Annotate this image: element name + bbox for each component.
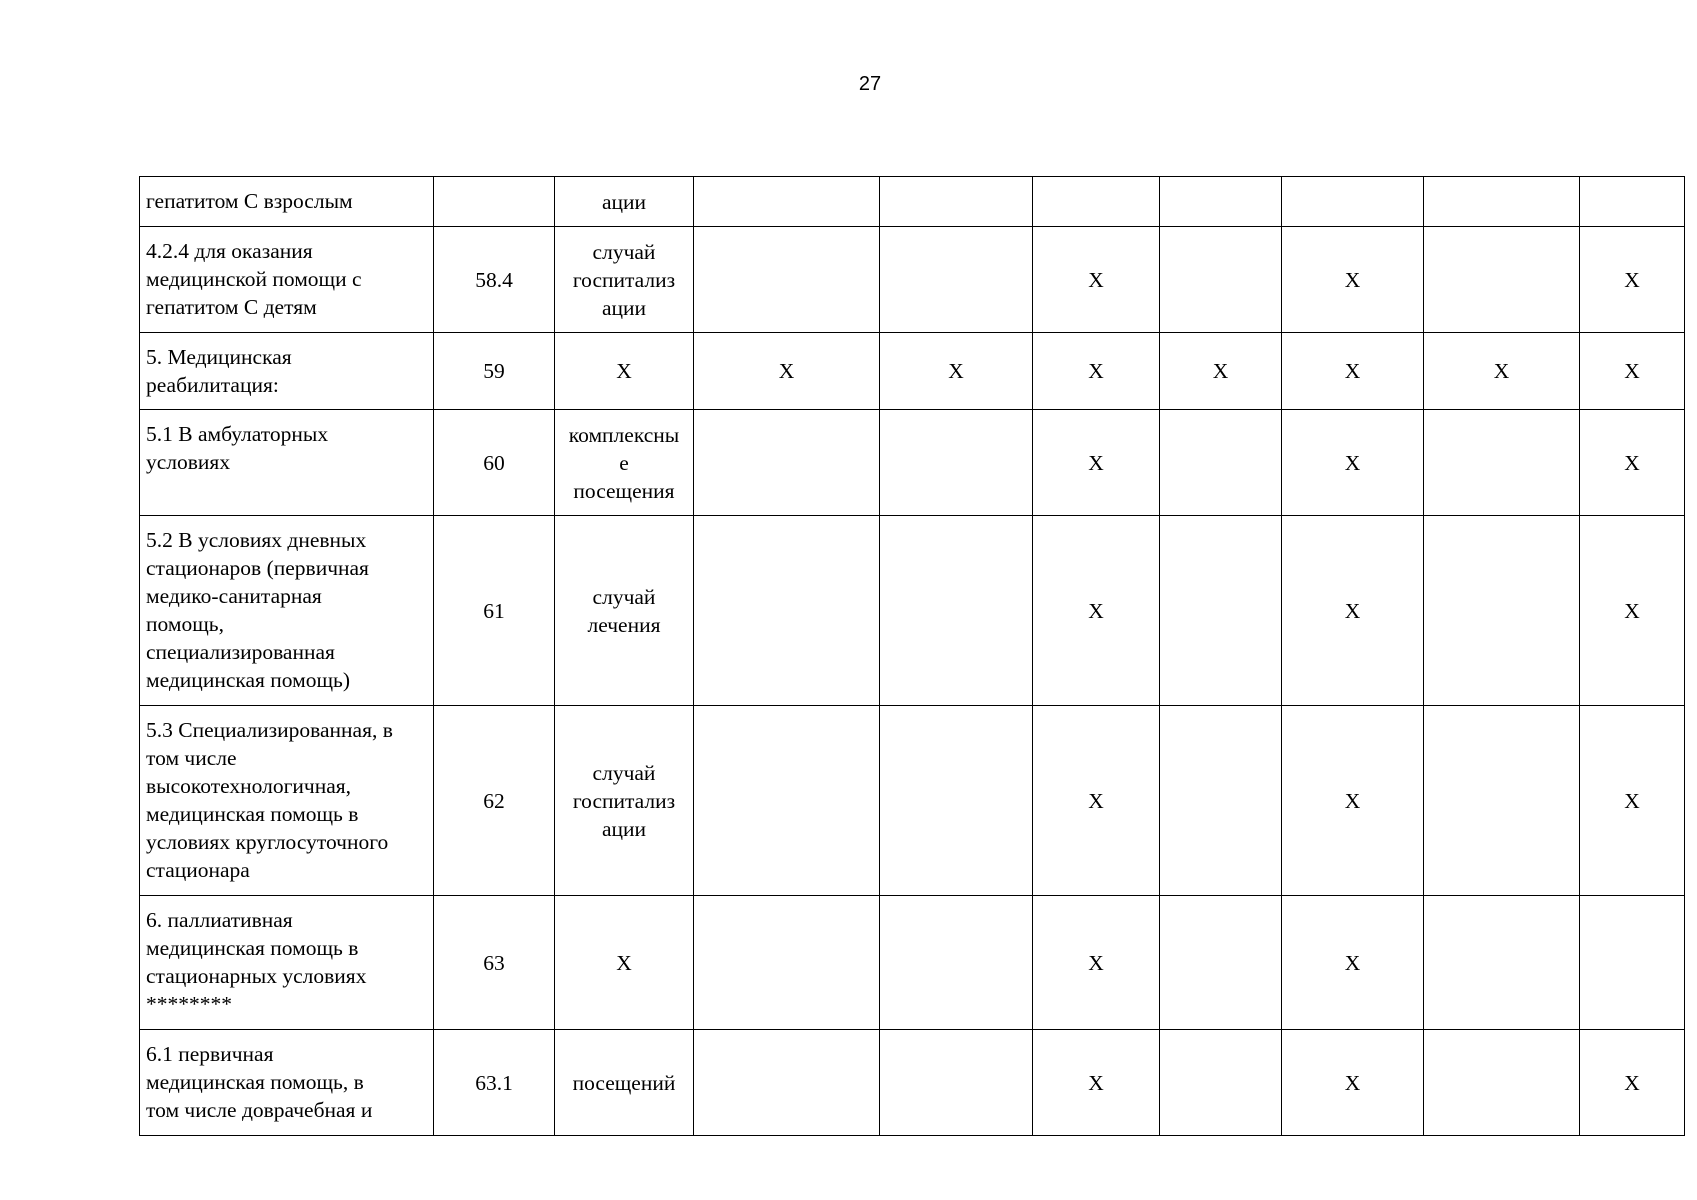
table-cell: X: [1424, 333, 1580, 410]
table-cell: [1424, 896, 1580, 1030]
table-cell: X: [1282, 227, 1424, 333]
table-cell: [694, 177, 880, 227]
table-cell: [1160, 177, 1282, 227]
table-cell: [1160, 896, 1282, 1030]
data-table: [139, 176, 1685, 1136]
table-cell: комплексны е посещения: [555, 410, 694, 516]
table-cell: X: [1282, 410, 1424, 516]
table-cell: 63: [434, 896, 555, 1030]
table-body: [140, 177, 1685, 1136]
table-cell: [1160, 410, 1282, 516]
table-cell: гепатитом С взрослым: [140, 177, 434, 227]
table-row: [140, 227, 1685, 333]
table-cell: [1033, 177, 1160, 227]
table-cell: 60: [434, 410, 555, 516]
table-cell: X: [1282, 333, 1424, 410]
table-cell: [1424, 227, 1580, 333]
table-cell: X: [1580, 706, 1685, 896]
table-cell: X: [1033, 706, 1160, 896]
table-cell: [694, 1030, 880, 1136]
table-cell: X: [1282, 1030, 1424, 1136]
table-cell: X: [1033, 333, 1160, 410]
table-cell: [1580, 177, 1685, 227]
table-cell: 6.1 первичная медицинская помощь, в том числе доврачебная и: [140, 1030, 434, 1136]
table-cell: [694, 410, 880, 516]
table-cell: [1282, 177, 1424, 227]
table-cell: 61: [434, 516, 555, 706]
table-cell: 59: [434, 333, 555, 410]
table-cell: ации: [555, 177, 694, 227]
table-cell: X: [1282, 896, 1424, 1030]
table-cell: 4.2.4 для оказания медицинской помощи с гепатитом С детям: [140, 227, 434, 333]
table-cell: X: [555, 333, 694, 410]
page-number: 27: [858, 73, 882, 95]
table-cell: X: [1282, 706, 1424, 896]
table-cell: [1424, 516, 1580, 706]
table-cell: X: [1580, 410, 1685, 516]
table-cell: [1160, 227, 1282, 333]
table-cell: X: [1282, 516, 1424, 706]
table-cell: X: [1580, 227, 1685, 333]
table-cell: 6. паллиативная медицинская помощь в стационарных условиях ********: [140, 896, 434, 1030]
table-cell: случай госпитализ ации: [555, 706, 694, 896]
table-row: [140, 516, 1685, 706]
table-row: [140, 1030, 1685, 1136]
table-cell: случай лечения: [555, 516, 694, 706]
table-cell: случай госпитализ ации: [555, 227, 694, 333]
table-cell: [880, 706, 1033, 896]
table-row: [140, 333, 1685, 410]
table-cell: [1160, 706, 1282, 896]
table-cell: [880, 227, 1033, 333]
table-cell: [880, 896, 1033, 1030]
table-cell: [1580, 896, 1685, 1030]
table-cell: X: [555, 896, 694, 1030]
table-cell: [694, 227, 880, 333]
table-row: [140, 706, 1685, 896]
table-cell: 5.3 Специализированная, в том числе высокотехнологичная, медицинская помощь в условиях круглосуточного стационара: [140, 706, 434, 896]
table-cell: X: [1033, 516, 1160, 706]
table-cell: X: [1033, 227, 1160, 333]
table-cell: [1160, 516, 1282, 706]
table-row: [140, 896, 1685, 1030]
table-cell: 5.2 В условиях дневных стационаров (первичная медико-санитарная помощь, специализированная медицинская помощь): [140, 516, 434, 706]
table-cell: X: [1580, 333, 1685, 410]
table-cell: [1160, 1030, 1282, 1136]
table-cell: посещений: [555, 1030, 694, 1136]
table-cell: [1424, 177, 1580, 227]
table-cell: 62: [434, 706, 555, 896]
table-cell: X: [1580, 1030, 1685, 1136]
table-cell: 63.1: [434, 1030, 555, 1136]
table-row: [140, 177, 1685, 227]
table-cell: [880, 177, 1033, 227]
table-cell: [1424, 706, 1580, 896]
table-cell: [1424, 1030, 1580, 1136]
table-row: [140, 410, 1685, 516]
table-cell: 5.1 В амбулаторных условиях: [140, 410, 434, 516]
table-cell: [880, 516, 1033, 706]
table-cell: X: [1033, 410, 1160, 516]
table-cell: [694, 516, 880, 706]
table-cell: X: [880, 333, 1033, 410]
table-cell: [694, 896, 880, 1030]
table-cell: [880, 410, 1033, 516]
table-cell: X: [1033, 1030, 1160, 1136]
table-cell: 58.4: [434, 227, 555, 333]
table-cell: [434, 177, 555, 227]
table-cell: X: [694, 333, 880, 410]
table-cell: X: [1580, 516, 1685, 706]
table-cell: 5. Медицинская реабилитация:: [140, 333, 434, 410]
table-cell: [1424, 410, 1580, 516]
table-cell: [880, 1030, 1033, 1136]
table-cell: X: [1160, 333, 1282, 410]
table-cell: [694, 706, 880, 896]
table-cell: X: [1033, 896, 1160, 1030]
